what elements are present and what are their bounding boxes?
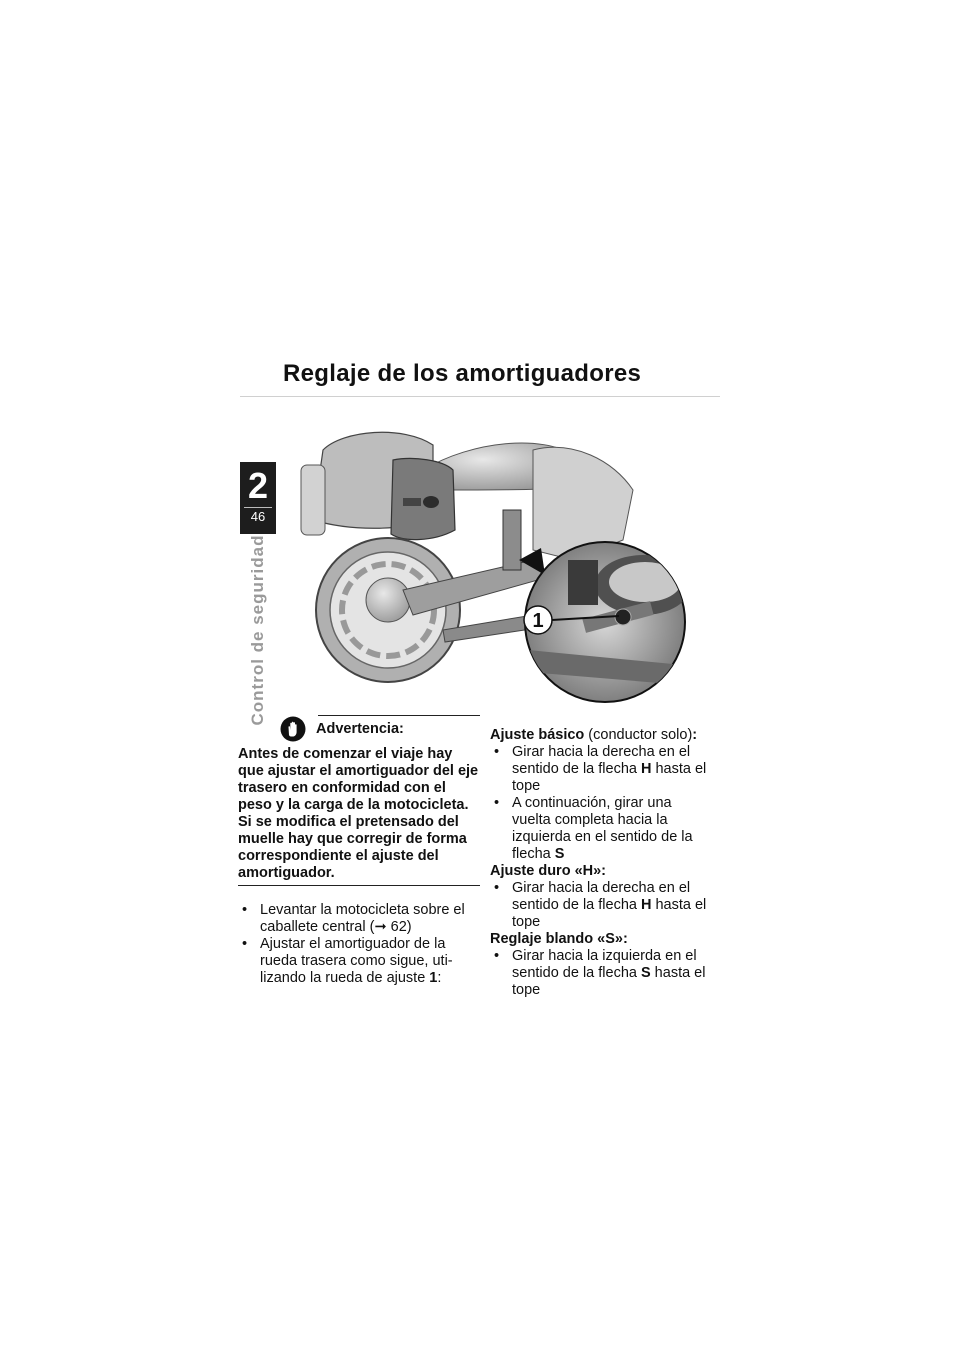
list-item [238,936,480,987]
warning-header [238,715,480,742]
warning-text-line2: Si se modifica el pretensado del muelle hay que corregir de forma correspondiente el ajuste del amortiguador. [238,814,467,881]
warning-title: Advertencia: [316,720,404,737]
arrow-label: S [640,965,651,981]
list-item [490,795,712,863]
left-column [238,715,480,987]
list-item [238,902,480,936]
item-text: A continuación, girar una vuelta completa hacia la izquierda en el sentido de la flecha [512,795,693,862]
step-text: Ajustar el amortiguador de la rueda trasera como sigue, uti-lizando la rueda de ajuste [260,936,453,986]
setting-soft-list [490,948,712,999]
title-divider [240,396,720,397]
warning-text [238,746,480,882]
page-number: 46 [250,509,266,524]
motorcycle-shock-illustration [283,410,695,710]
setting-heading-bold: Ajuste básico [490,727,585,743]
item-text: Girar hacia la derecha en el sentido de la flecha [512,744,691,777]
setting-heading-hard [490,863,712,880]
setting-heading-bold: Ajuste duro «H»: [490,863,607,879]
stop-hand-icon [280,716,306,742]
item-text-end: hasta el tope [512,761,707,794]
list-item [490,948,712,999]
arrow-label: S [554,846,565,862]
list-item [490,880,712,931]
page-ref-arrow-icon: ➞ [374,919,387,935]
setting-heading-soft [490,931,712,948]
page-title: Reglaje de los amortiguadores [283,360,642,387]
warning-bottom-rule [238,885,480,886]
warning-top-rule [318,715,480,716]
arrow-label: H [640,761,652,777]
item-text: Girar hacia la izquierda en el sentido de la flecha [512,948,697,981]
chapter-side-label: Control de seguridad [248,534,267,726]
right-column [490,727,712,999]
step-text-end: : [437,970,442,986]
item-text-end: hasta el tope [512,965,706,998]
setting-heading-bold: Reglaje blando «S»: [490,931,628,947]
setting-heading-colon: : [692,727,698,743]
step-text: Levantar la motocicleta sobre el caballete central ( [260,902,465,935]
setting-basic-list [490,744,712,863]
item-text: Girar hacia la derecha en el sentido de la flecha [512,880,691,913]
part-reference: 1 [429,970,438,986]
step-list [238,902,480,987]
page-ref: 62) [386,919,412,935]
callout-label: 1 [532,610,544,632]
list-item [490,744,712,795]
arrow-label: H [640,897,652,913]
warning-text-line1: Antes de comenzar el viaje hay que ajustar el amortiguador del eje trasero en conformidad con el peso y la carga de la motocicleta. [238,746,479,813]
chapter-number: 2 [247,465,269,506]
item-text-end: hasta el tope [512,897,707,930]
setting-heading-basic [490,727,712,744]
setting-hard-list [490,880,712,931]
setting-heading-note: (conductor solo) [584,727,693,743]
